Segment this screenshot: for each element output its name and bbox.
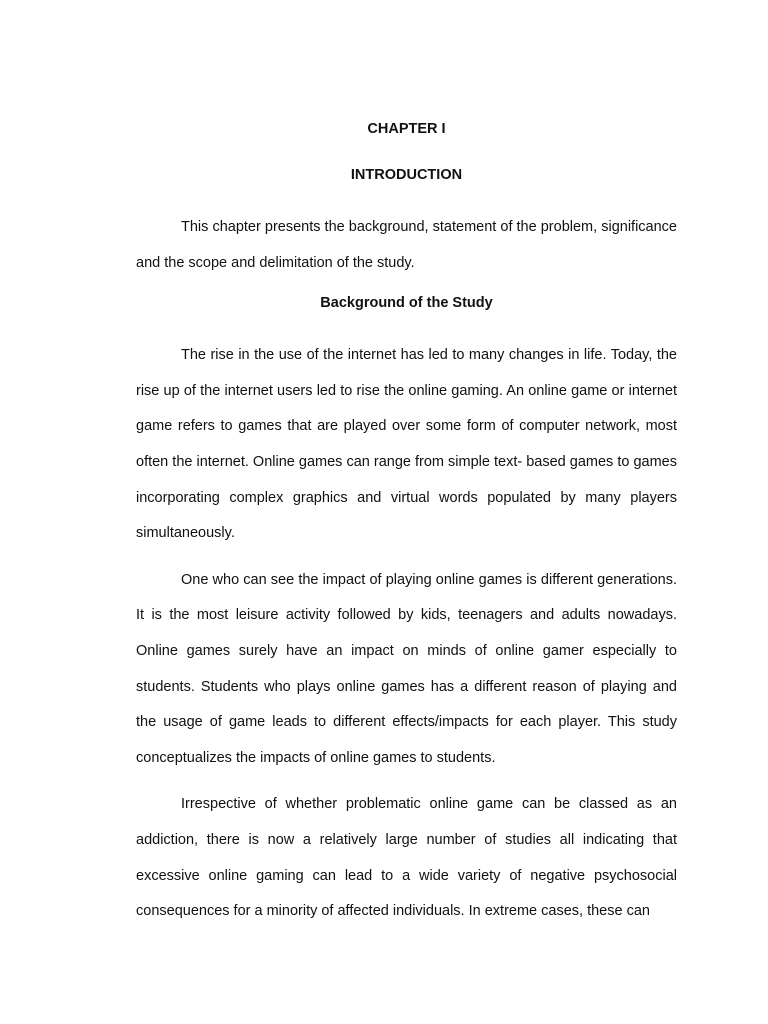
body-paragraph-3: Irrespective of whether problematic online game can be classed as an addiction, there is now a relatively large number of studies all indicating that excessive online gaming can lead to a wide variety of negative psychosocial consequences for a minority of affected individuals. In extreme cases, these can bbox=[136, 796, 677, 920]
chapter-title: INTRODUCTION bbox=[350, 167, 463, 183]
intro-paragraph: This chapter presents the background, statement of the problem, significance and the scope and delimitation of the study. bbox=[136, 219, 677, 271]
body-paragraph-1: The rise in the use of the internet has led to many changes in life. Today, the rise up of the internet users led to rise the online gaming. An online game or internet game refers to games that are played over some form of computer network, most often the internet. Online games can range from simple text- based games to games incorporating complex graphics and virtual words populated by many players simultaneously. bbox=[136, 347, 677, 542]
body-paragraph-2: One who can see the impact of playing online games is different generations. It is the most leisure activity followed by kids, teenagers and adults nowadays. Online games surely have an impact on minds of online gamer especially to students. Students who plays online games has a different reason of playing and the usage of game leads to different effects/impacts for each player. This study conceptualizes the impacts of online games to students. bbox=[136, 571, 677, 766]
section-heading: Background of the Study bbox=[320, 295, 493, 312]
chapter-label: CHAPTER I bbox=[367, 121, 446, 137]
document-body bbox=[136, 118, 677, 941]
